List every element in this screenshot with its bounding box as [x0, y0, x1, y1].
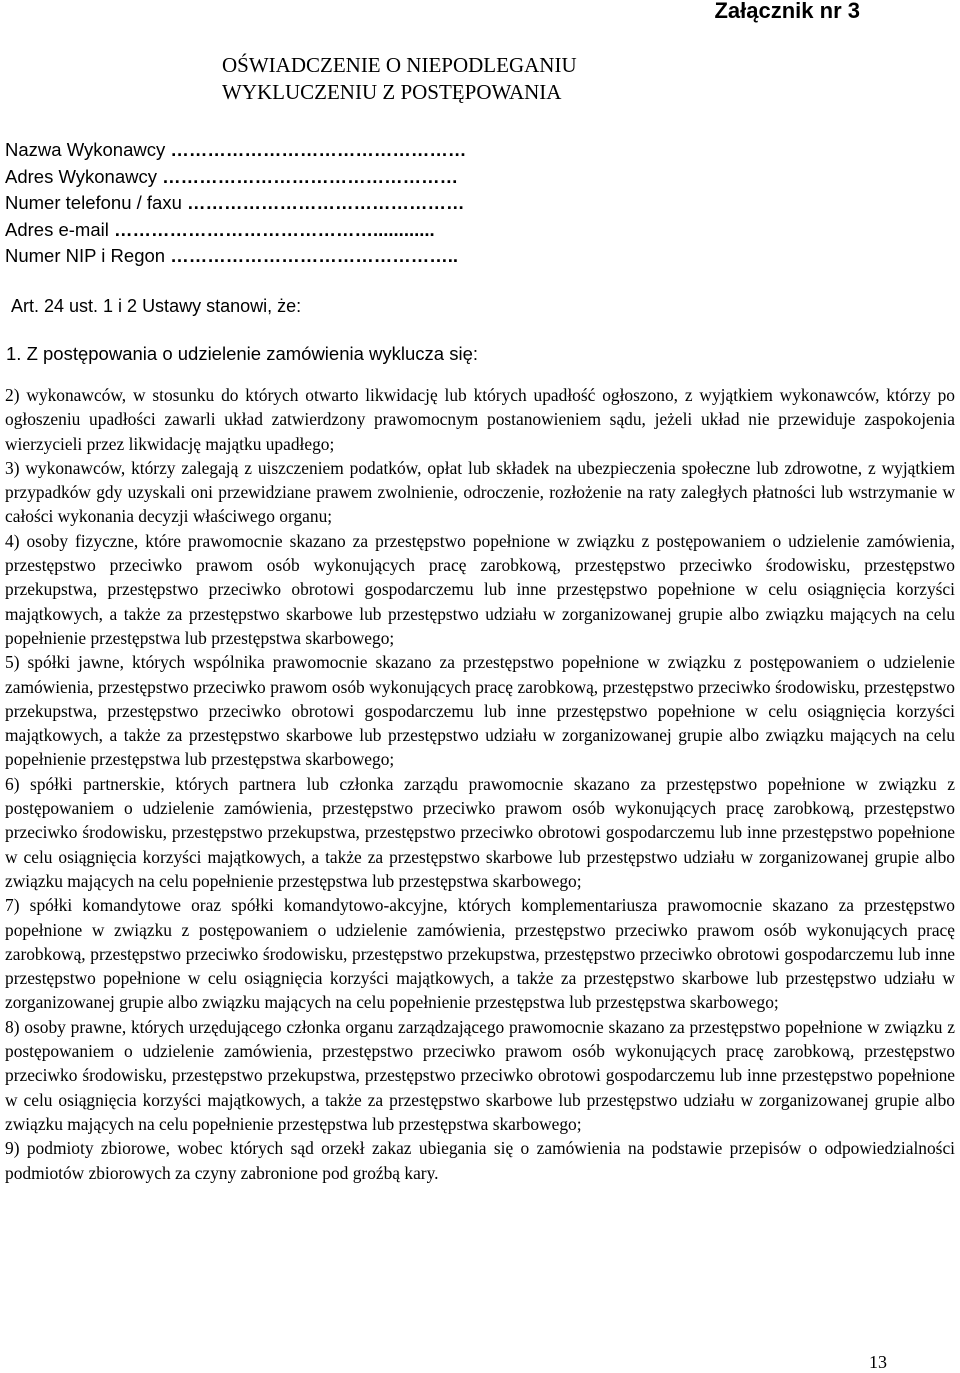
title-line-1: OŚWIADCZENIE O NIEPODLEGANIU [222, 53, 577, 77]
field-label: Nazwa Wykonawcy [5, 139, 166, 160]
point-1: 1. Z postępowania o udzielenie zamówienia wyklucza się: [6, 343, 479, 364]
field-fill: ……………………………………… [187, 192, 465, 213]
field-label: Adres Wykonawcy [5, 165, 157, 187]
document-title [222, 52, 577, 106]
list-item: 4) osoby fizyczne, które prawomocnie skazano za przestępstwo popełnione w związku z postępowaniem o udzielenie zamówienia, przestępstwo przeciwko prawom osób wykonujących pracę zarobkową, przestępstwo przeciwko środowisku, przestępstwo przekupstwa, przestępstwo przeciwko obrotowi gospodarczemu lub inne przestępstwo popełnione w celu osiągnięcia korzyści majątkowych, a także za przestępstwo skarbowe lub przestępstwo udziału w zorganizowanej grupie albo związku mających na celu popełnienie przestępstwa lub przestępstwa skarbowego; [5, 530, 955, 648]
list-item: 5) spółki jawne, których wspólnika prawomocnie skazano za przestępstwo popełnione w związku z postępowaniem o udzielenie zamówienia, przestępstwo przeciwko prawom osób wykonujących pracę zarobkową, przestępstwo przeciwko środowisku, przestępstwo przekupstwa, przestępstwo przeciwko obrotowi gospodarczemu lub inne przestępstwo popełnione w celu osiągnięcia korzyści majątkowych, a także za przestępstwo skarbowe lub przestępstwo udziału w zorganizowanej grupie albo związku mających na celu popełnienie przestępstwa lub przestępstwa skarbowego; [5, 652, 955, 770]
list-item: 9) podmioty zbiorowe, wobec których sąd orzekł zakaz ubiegania się o zamówienia na podstawie przepisów o odpowiedzialności podmiotów zbiorowych za czyny zabronione pod groźbą kary. [5, 1138, 955, 1183]
field-fill: ………………………………………… [162, 165, 459, 187]
list-item: 6) spółki partnerskie, których partnera lub członka zarządu prawomocnie skazano za przestępstwo popełnione w związku z postępowaniem o udzielenie zamówienia, przestępstwo przeciwko prawom osób wykonujących pracę zarobkową, przestępstwo przeciwko środowisku, przestępstwo przekupstwa, przestępstwo przeciwko obrotowi gospodarczemu lub inne przestępstwo popełnione w celu osiągnięcia korzyści majątkowych, a także za przestępstwo skarbowe lub przestępstwo udziału w zorganizowanej grupie albo związku mających na celu popełnienie przestępstwa lub przestępstwa skarbowego; [5, 773, 955, 891]
list-item: 3) wykonawców, którzy zalegają z uiszczeniem podatków, opłat lub składek na ubezpieczenia społeczne lub zdrowotne, z wyjątkiem przypadków gdy uzyskali oni przewidziane prawem zwolnienie, odroczenie, rozłożenie na raty zaległych płatności lub wstrzymanie w całości wykonania decyzji właściwego organu; [5, 457, 955, 527]
field-fill: ………………………………………… [170, 139, 467, 160]
page-number: 13 [869, 1352, 887, 1372]
field-label: Numer telefonu / faxu [5, 192, 182, 213]
field-fill: ……………………………………….. [170, 245, 458, 266]
field-fill: ……………………………………............ [113, 218, 435, 240]
list-item: 8) osoby prawne, których urzędującego członka organu zarządzającego prawomocnie skazano za przestępstwo popełnione w związku z postępowaniem o udzielenie zamówienia, przestępstwo przeciwko prawom osób wykonujących pracę zarobkową, przestępstwo przeciwko środowisku, przestępstwo przekupstwa, przestępstwo przeciwko obrotowi gospodarczemu lub inne przestępstwo popełnione w celu osiągnięcia korzyści majątkowych, a także za przestępstwo skarbowe lub przestępstwo udziału w zorganizowanej grupie albo związku mających na celu popełnienie przestępstwa lub przestępstwa skarbowego; [5, 1016, 955, 1134]
field-email [5, 217, 466, 244]
exclusion-list [5, 383, 955, 1185]
field-phone-fax [5, 190, 466, 217]
annex-label: Załącznik nr 3 [714, 0, 860, 23]
field-nip-regon [5, 243, 466, 270]
field-label: Adres e-mail [5, 218, 109, 240]
contractor-fields [5, 137, 466, 270]
field-contractor-name [5, 137, 466, 164]
list-item: 7) spółki komandytowe oraz spółki komandytowo-akcyjne, których komplementariusza prawomocnie skazano za przestępstwo popełnione w związku z postępowaniem o udzielenie zamówienia, przestępstwo przeciwko prawom osób wykonujących pracę zarobkową, przestępstwo przeciwko środowisku, przestępstwo przekupstwa, przestępstwo przeciwko obrotowi gospodarczemu lub inne przestępstwo popełnione w celu osiągnięcia korzyści majątkowych, a także za przestępstwo skarbowe lub przestępstwo udziału w zorganizowanej grupie albo związku mających na celu popełnienie przestępstwa lub przestępstwa skarbowego; [5, 895, 955, 1013]
title-line-2: WYKLUCZENIU Z POSTĘPOWANIA [222, 80, 562, 104]
list-item: 2) wykonawców, w stosunku do których otwarto likwidację lub których upadłość ogłoszono, z wyjątkiem wykonawców, którzy po ogłoszeniu upadłości zawarli układ zatwierdzony prawomocnym postanowieniem sądu, jeżeli układ nie przewiduje zaspokojenia wierzycieli przez likwidację majątku upadłego; [5, 385, 955, 454]
field-contractor-address [5, 164, 466, 191]
field-label: Numer NIP i Regon [5, 245, 166, 266]
article-intro: Art. 24 ust. 1 i 2 Ustawy stanowi, że: [11, 296, 302, 316]
